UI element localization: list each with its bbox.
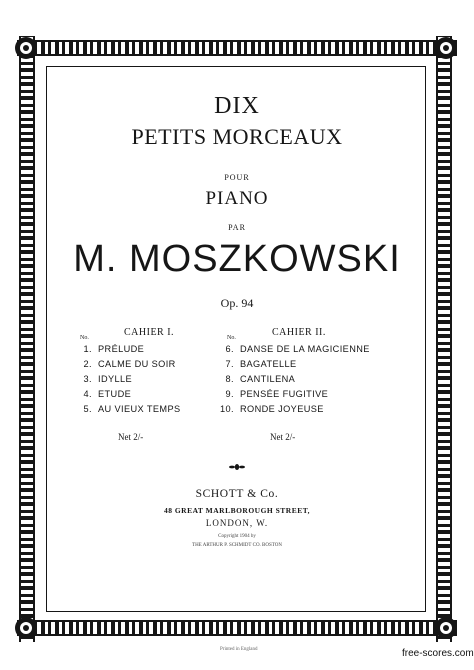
publisher-city: LONDON, W.: [205, 518, 269, 528]
cahier-1-price: Net 2/-: [118, 432, 144, 442]
list-item: 7. BAGATELLE: [225, 359, 297, 369]
site-logo[interactable]: free-scores.com: [402, 648, 474, 659]
cahier-1-heading: CAHIER I.: [124, 327, 175, 338]
corner-ornament-icon: [12, 34, 40, 62]
top-border: [17, 40, 457, 56]
publisher-name: SCHOTT & Co.: [195, 488, 279, 500]
opus-number: Op. 94: [220, 296, 254, 310]
corner-ornament-icon: [12, 614, 40, 642]
cahier-1-no-label: No.: [80, 335, 89, 341]
list-item: 1. PRÉLUDE: [83, 344, 145, 354]
list-item: 8. CANTILENA: [225, 374, 296, 384]
cahier-2-heading: CAHIER II.: [272, 327, 326, 338]
cahier-2-no-label: No.: [227, 335, 236, 341]
composer-name: M. MOSZKOWSKI: [73, 238, 401, 280]
cahier-2-list: [216, 342, 370, 417]
copyright-holder: THE ARTHUR P. SCHMIDT CO. BOSTON: [192, 543, 282, 548]
list-item: 9. PENSÉE FUGITIVE: [225, 389, 329, 399]
cahier-1-list: [74, 342, 181, 417]
par-label: PAR: [228, 223, 246, 232]
instrument-label: PIANO: [205, 188, 269, 209]
fleuron-ornament-icon: [227, 463, 247, 471]
list-item: 4. ETUDE: [83, 389, 132, 399]
copyright-line: Copyright 1904 by: [218, 534, 256, 539]
list-item: 10. RONDE JOYEUSE: [220, 404, 324, 414]
list-item: 5. AU VIEUX TEMPS: [83, 404, 181, 414]
title-line-1: DIX: [214, 93, 260, 119]
list-item: 3. IDYLLE: [83, 374, 133, 384]
bottom-border: [17, 620, 457, 636]
list-item: 2. CALME DU SOIR: [83, 359, 176, 369]
corner-ornament-icon: [432, 614, 460, 642]
title-line-2: PETITS MORCEAUX: [131, 124, 343, 149]
list-item: 6. DANSE DE LA MAGICIENNE: [225, 344, 370, 354]
cahier-2-price: Net 2/-: [270, 432, 296, 442]
corner-ornament-icon: [432, 34, 460, 62]
pour-label: POUR: [224, 173, 250, 182]
printed-note: Printed in England: [220, 647, 258, 652]
publisher-address: 48 GREAT MARLBOROUGH STREET,: [163, 506, 311, 515]
